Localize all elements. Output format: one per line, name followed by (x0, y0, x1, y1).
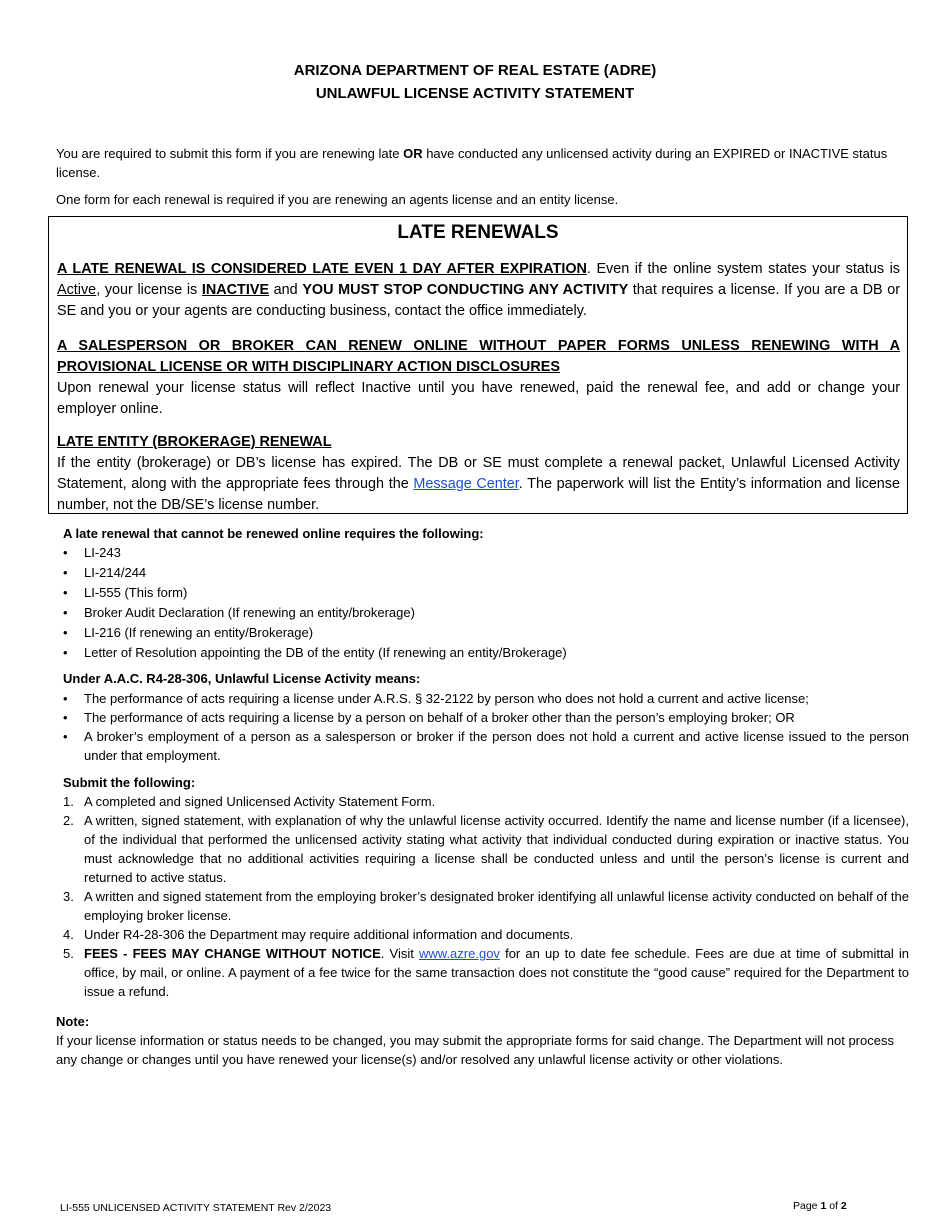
list-item: 2. A written, signed statement, with explanation of why the unlawful license activity occurred. Identify the name and license number (if a licensee), of the individual that performed the unlicensed activity stating what activity that individual conducted during expiration or inactive status. You must acknowledge that no additional activities requiring a license shall be conducted unless and until the person’s license is current and returned to active status. (63, 813, 909, 885)
list-item: 5. FEES - FEES MAY CHANGE WITHOUT NOTICE. Visit www.azre.gov for an up to date fee schedule. Fees are due at time of submittal in office, by mail, or online. A payment of a fee twice for the same transaction does not constitute the “good cause” required for the Department to issue a refund. (63, 946, 909, 999)
list-item: • LI-243 (63, 543, 909, 562)
page-number: Page 1 of 2 (793, 1200, 847, 1212)
list-item: • Broker Audit Declaration (If renewing an entity/brokerage) (63, 603, 909, 622)
list-item: 3. A written and signed statement from the employing broker’s designated broker identifying all unlawful license activity conducted on behalf of the employing broker license. (63, 889, 909, 923)
form-id-footer: LI-555 UNLICENSED ACTIVITY STATEMENT Rev 2/2023 (60, 1202, 332, 1214)
list-item: • LI-214/244 (63, 563, 909, 582)
requirements-heading: A late renewal that cannot be renewed online requires the following: (63, 526, 484, 541)
list-item: • LI-555 (This form) (63, 583, 909, 602)
submit-heading: Submit the following: (63, 775, 196, 790)
intro-paragraph-1: You are required to submit this form if you are renewing late OR have conducted any unlicensed activity during an EXPIRED or INACTIVE status license. (56, 146, 888, 180)
entity-renewal-heading: LATE ENTITY (BROKERAGE) RENEWAL (57, 434, 332, 450)
list-item: • The performance of acts requiring a license by a person on behalf of a broker other than the person’s employing broker; OR (63, 708, 909, 727)
list-item: • LI-216 (If renewing an entity/Brokerage) (63, 623, 909, 642)
intro-paragraph-2: One form for each renewal is required if you are renewing an agents license and an entity license. (56, 192, 619, 207)
list-item: • The performance of acts requiring a license under A.R.S. § 32-2122 by person who does not hold a current and active license; (63, 689, 909, 708)
online-renewal-text: Upon renewal your license status will reflect Inactive until you have renewed, paid the renewal fee, and add or change your employer online. (57, 380, 900, 417)
unlawful-activity-list (63, 689, 909, 765)
unlawful-activity-heading: Under A.A.C. R4-28-306, Unlawful License Activity means: (63, 671, 421, 686)
note-heading: Note: (56, 1014, 90, 1029)
submit-list (63, 792, 909, 1001)
online-renewal-heading: A SALESPERSON OR BROKER CAN RENEW ONLINE WITHOUT PAPER FORMS UNLESS RENEWING WITH A PROVISIONAL LICENSE OR WITH DISCIPLINARY ACTION DISCLOSURES (57, 338, 900, 375)
message-center-link[interactable]: Message Center (413, 476, 519, 492)
entity-renewal-text: If the entity (brokerage) or DB’s license has expired. The DB or SE must complete a renewal packet, Unlawful Licensed Activity Statement, along with the appropriate fees through the Message Center. The paperwork will list the Entity’s information and license number, not the DB/SE’s license number. (57, 455, 900, 513)
form-title-agency: ARIZONA DEPARTMENT OF REAL ESTATE (ADRE) (293, 62, 657, 79)
list-item: • A broker’s employment of a person as a salesperson or broker if the person does not hold a current and active license issued to the person under that employment. (63, 727, 909, 765)
late-renewals-box (48, 216, 908, 514)
requirements-list (63, 543, 909, 662)
azre-website-link[interactable]: www.azre.gov (419, 946, 500, 961)
form-title: UNLAWFUL LICENSE ACTIVITY STATEMENT (315, 85, 635, 102)
late-renewals-heading: LATE RENEWALS (397, 222, 559, 243)
note-text: If your license information or status needs to be changed, you may submit the appropriate forms for said change. The Department will not process any change or changes until you have renewed your license(s) and/or resolved any unlawful license activity or other violations. (56, 1033, 894, 1067)
list-item: • Letter of Resolution appointing the DB of the entity (If renewing an entity/Brokerage) (63, 643, 909, 662)
list-item: 1. A completed and signed Unlicensed Activity Statement Form. (63, 794, 436, 809)
late-renewal-paragraph: A LATE RENEWAL IS CONSIDERED LATE EVEN 1 DAY AFTER EXPIRATION. Even if the online system states your status is Active, your license is INACTIVE and YOU MUST STOP CONDUCTING ANY ACTIVITY that requires a license. If you are a DB or SE and you or your agents are conducting business, contact the office immediately. (57, 261, 901, 319)
list-item: 4. Under R4-28-306 the Department may require additional information and documents. (63, 927, 574, 942)
